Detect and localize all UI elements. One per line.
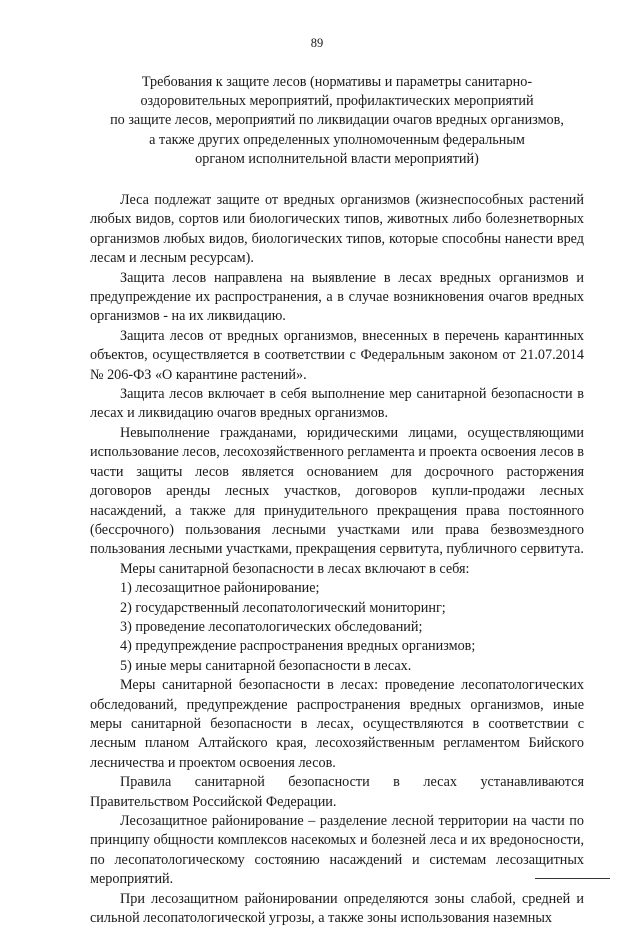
paragraph: Невыполнение гражданами, юридическими лицами, осуществляющими использование лесов, лесохозяйственного регламента и проекта освоения лесов в части защиты лесов является основанием для досрочного расторжения договоров аренды лесных участков, договоров купли-продажи лесных насаждений, а также для принудительного прекращения права постоянного (бессрочного) пользования лесными участками или права безвозмездного пользования лесными участками, прекращения сервитута, публичного сервитута. (90, 424, 584, 558)
title-line: Требования к защите лесов (нормативы и параметры санитарно- (141, 74, 533, 90)
paragraph: Защита лесов от вредных организмов, внесенных в перечень карантинных объектов, осуществляется в соответствии с Федеральным законом от 21.07.2014 № 206-ФЗ «О карантине растений». (90, 327, 584, 383)
paragraph: Леса подлежат защите от вредных организмов (жизнеспособных растений любых видов, сортов или биологических типов, животных либо болезнетворных организмов любых видов, биологических типов, которые способны нанести вред лесам и лесным ресурсам). (90, 192, 584, 267)
list-item: 3) проведение лесопатологических обследований; (120, 618, 423, 635)
paragraph: Защита лесов направлена на выявление в лесах вредных организмов и предупреждение их распространения, а в случае возникновения очагов вредных организмов - на их ликвидацию. (90, 269, 584, 325)
body-text (90, 191, 584, 928)
list-item: 4) предупреждение распространения вредных организмов; (120, 638, 476, 655)
section-title (70, 73, 604, 169)
list-item: 2) государственный лесопатологический мониторинг; (120, 599, 446, 616)
paragraph: При лесозащитном районировании определяются зоны слабой, средней и сильной лесопатологической угрозы, а также зоны использования наземных (90, 890, 584, 927)
paragraph: Правила санитарной безопасности в лесах устанавливаются Правительством Российской Федерации. (90, 774, 584, 810)
list-item: 1) лесозащитное районирование; (120, 580, 320, 597)
page-number: 89 (310, 36, 324, 50)
title-line: по защите лесов, мероприятий по ликвидации очагов вредных организмов, (110, 112, 564, 129)
footer-rule (535, 878, 610, 879)
title-line: органом исполнительной власти мероприятий) (195, 150, 479, 167)
list-item: 5) иные меры санитарной безопасности в лесах. (120, 657, 412, 674)
title-line: оздоровительных мероприятий, профилактических мероприятий (140, 93, 534, 110)
paragraph: Защита лесов включает в себя выполнение мер санитарной безопасности в лесах и ликвидацию очагов вредных организмов. (90, 386, 584, 422)
paragraph: Меры санитарной безопасности в лесах: проведение лесопатологических обследований, предупреждение распространения вредных организмов, иные меры санитарной безопасности в лесах, осуществляются в соответствии с лесным планом Алтайского края, лесохозяйственным регламентом Бийского лесничества и проектом освоения лесов. (90, 677, 584, 771)
paragraph: Лесозащитное районирование – разделение лесной территории на части по принципу общности комплексов насекомых и болезней леса и их вредоносности, по лесопатологическому состоянию насаждений и системам лесозащитных мероприятий. (90, 813, 584, 888)
title-line: а также других определенных уполномоченным федеральным (149, 131, 525, 148)
measures-intro: Меры санитарной безопасности в лесах включают в себя: (120, 560, 470, 577)
